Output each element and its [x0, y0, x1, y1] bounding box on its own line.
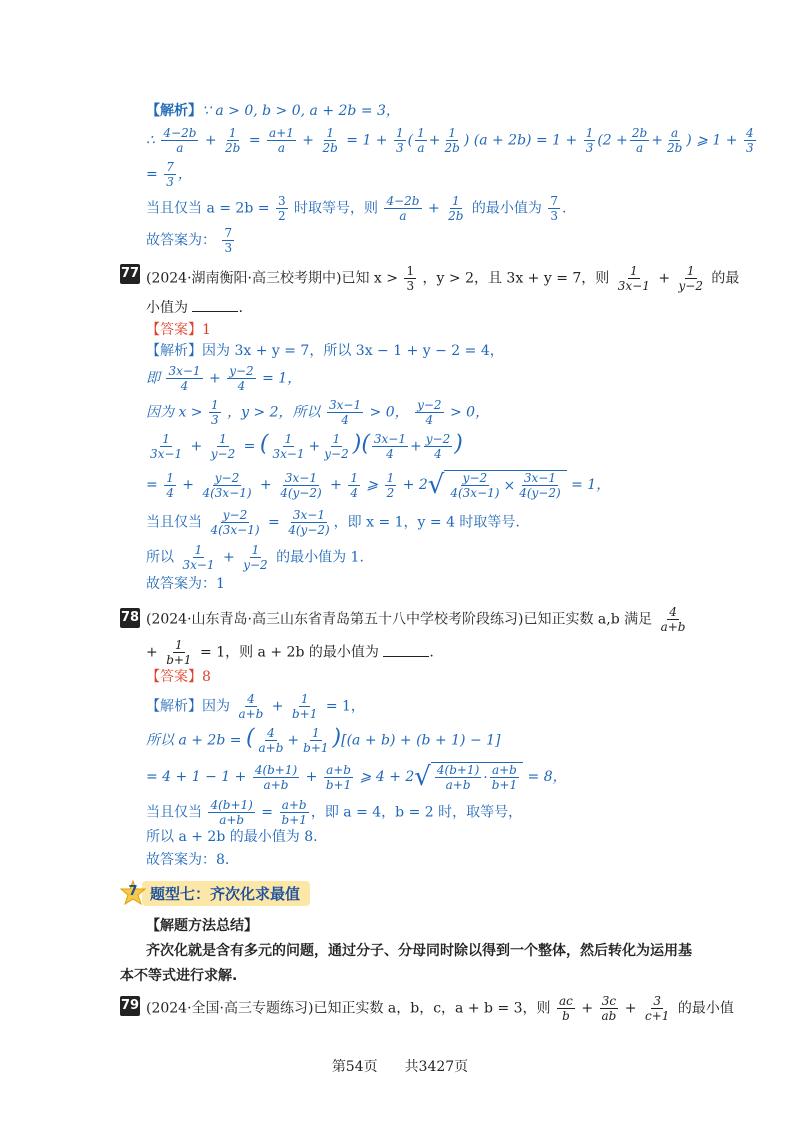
fraction: $\frac{1}{3x-1}$ [150, 432, 183, 461]
condition-text: ∵ a > 0, b > 0, a + 2b = 3， [202, 103, 400, 119]
question-number-77: 77 [120, 264, 140, 284]
fraction: $\frac{4}{3}$ [745, 126, 754, 155]
fraction: $\frac{4(b+1)}{a+b}$ [436, 763, 480, 792]
fraction: $\frac{1}{y-2}$ [324, 432, 349, 461]
solution-76-answer: 故答案为： $\frac{7}{3}$ [146, 226, 233, 255]
solution-78-line4: 当且仅当 $\frac{4(b+1)}{a+b}$ = $\frac{a+b}{b+1}$ ，即 a = 4，b = 2 时，取等号， [146, 798, 523, 827]
fraction: $\frac{3}{c+1}$ [644, 994, 670, 1023]
solution-77-line7: 所以 $\frac{1}{3x-1}$ + $\frac{1}{y-2}$ 的最小值为 1. [146, 543, 364, 572]
page-total: 共3427页 [404, 1059, 469, 1075]
fraction: $\frac{3x-1}{4}$ [328, 398, 362, 427]
answer-value: 8 [202, 669, 211, 685]
fraction: $\frac{4(b+1)}{a+b}$ [210, 798, 253, 827]
section-header-7 [120, 880, 310, 906]
method-summary-text-1: 齐次化就是含有多元的问题，通过分子、分母同时除以得到一个整体，然后转化为运用基 [146, 943, 692, 959]
answer-77 [146, 320, 211, 340]
fraction: $\frac{2b}{a}$ [631, 126, 648, 155]
solution-78-line1: 【解析】因为 $\frac{4}{a+b}$ + $\frac{1}{b+1}$ = 1， [146, 692, 365, 721]
fraction: $\frac{3x-1}{4(y-2)}$ [280, 470, 322, 500]
star-badge-icon [120, 880, 146, 906]
fraction: $\frac{1}{2b}$ [444, 126, 460, 155]
fraction: $\frac{1}{y-2}$ [243, 543, 268, 572]
fraction: $\frac{4-2b}{a}$ [163, 126, 197, 155]
solution-76-line4: 当且仅当 a = 2b = $\frac{3}{2}$ 时取等号，则 $\frac{4-2b}{a}$ + $\frac{1}{2b}$ 的最小值为 $\frac{7}{3}$ . [146, 194, 567, 223]
answer-78 [146, 667, 211, 687]
fraction: $\frac{3x-1}{4}$ [373, 432, 406, 461]
solution-78-line2: 所以 a + 2b = ( $\frac{4}{a+b}$ + $\frac{1}{b+1}$ )[(a + b) + (b + 1) − 1] [146, 725, 501, 755]
fraction: $\frac{ac}{b}$ [558, 994, 573, 1023]
section-badge-number: 7 [128, 884, 138, 899]
page-footer [0, 1056, 800, 1076]
fraction: $\frac{7}{3}$ [166, 160, 174, 189]
solution-76-line2: ∴ $\frac{4-2b}{a}$ + $\frac{1}{2b}$ = $\frac{a+1}{a}$ + $\frac{1}{2b}$ = 1 + $\frac{1}{3}$ ( $\frac{1}{a}$ + $\frac{1}{2b}$ ) (a + 2b) = 1 + $\frac{1}{3}$ (2 + $\frac{2b}{a}$ + $\frac{a}{2b}$ ) ⩾ 1 + $\frac{4}{3}$ [146, 126, 754, 155]
question-number-78: 78 [120, 608, 140, 628]
fraction: $\frac{1}{2b}$ [322, 126, 338, 155]
solution-77-line4: $\frac{1}{3x-1}$ + $\frac{1}{y-2}$ = ( $\frac{1}{3x-1}$ + $\frac{1}{y-2}$ )( $\frac{3x-1}{4}$ + $\frac{y-2}{4}$ ) [150, 431, 463, 461]
fraction: $\frac{1}{a}$ [417, 126, 425, 155]
fraction: $\frac{7}{3}$ [224, 226, 233, 255]
fraction: $\frac{1}{2b}$ [225, 126, 241, 155]
answer-label: 【答案】 [146, 669, 202, 685]
fraction: $\frac{1}{3x-1}$ [182, 543, 215, 572]
fraction: $\frac{4}{a+b}$ [258, 726, 284, 755]
fraction: $\frac{3c}{ab}$ [601, 994, 617, 1023]
fraction: $\frac{4(b+1)}{a+b}$ [254, 762, 298, 792]
fraction: $\frac{1}{3}$ [396, 126, 404, 155]
fraction: $\frac{3x-1}{4(y-2)}$ [519, 471, 561, 500]
fraction: $\frac{4}{a+b}$ [660, 605, 686, 634]
method-summary-label: 【解题方法总结】 [146, 918, 258, 934]
fraction: $\frac{y-2}{4}$ [229, 364, 254, 393]
question-78-stem-2: + $\frac{1}{b+1}$ = 1，则 a + 2b 的最小值为 . [146, 638, 434, 667]
fraction: $\frac{a+b}{b+1}$ [491, 763, 518, 792]
fraction: $\frac{y-2}{4(3x-1)}$ [202, 470, 252, 500]
fraction: $\frac{y-2}{4}$ [425, 432, 451, 461]
fraction: $\frac{1}{3x-1}$ [617, 264, 650, 293]
solution-78-answer: 故答案为：8. [146, 852, 230, 868]
fraction: $\frac{1}{y-2}$ [678, 264, 703, 293]
fraction: $\frac{1}{y-2}$ [210, 432, 236, 461]
fraction: $\frac{y-2}{4}$ [417, 398, 442, 427]
fraction: $\frac{1}{4}$ [350, 470, 358, 500]
analysis-label: 【解析】 [146, 103, 202, 119]
question-78-stem: (2024·山东青岛·高三山东省青岛第五十八中学校考阶段练习)已知正实数 a,b 满足 $\frac{4}{a+b}$ [146, 605, 686, 634]
fraction: $\frac{y-2}{4(3x-1)}$ [210, 508, 260, 537]
square-root: √ $\frac{y-2}{4(3x-1)}$ × $\frac{3x-1}{4(y-2)}$ [428, 470, 567, 500]
section-title: 题型七：齐次化求最值 [142, 881, 310, 906]
fraction: $\frac{1}{2b}$ [448, 194, 464, 223]
question-79-stem: (2024·全国·高三专题练习)已知正实数 a，b，c，a + b = 3，则 $\frac{ac}{b}$ + $\frac{3c}{ab}$ + $\frac{3}{c+1}$ 的最小值 [146, 994, 734, 1023]
solution-77-line3: 因为 x > $\frac{1}{3}$ ，y > 2，所以 $\frac{3x-1}{4}$ > 0， $\frac{y-2}{4}$ > 0， [146, 398, 490, 427]
fraction: $\frac{a+b}{b+1}$ [281, 798, 307, 827]
fraction: $\frac{a}{2b}$ [666, 126, 683, 155]
fraction: $\frac{1}{b+1}$ [166, 638, 192, 667]
question-number-79: 79 [120, 996, 140, 1016]
fraction: $\frac{1}{3}$ [406, 264, 415, 293]
fraction: $\frac{1}{3}$ [585, 126, 594, 155]
fraction: $\frac{1}{3x-1}$ [272, 432, 305, 461]
solution-76-line3: = $\frac{7}{3}$ ， [146, 160, 192, 189]
fraction: $\frac{7}{3}$ [550, 194, 559, 223]
question-77-stem-2: 小值为 . [146, 300, 243, 316]
fraction: $\frac{a+1}{a}$ [269, 126, 294, 155]
answer-blank[interactable] [192, 299, 238, 312]
fraction: $\frac{1}{b+1}$ [303, 726, 329, 755]
fraction: $\frac{4-2b}{a}$ [386, 194, 420, 223]
solution-77-line1: 【解析】因为 3x + y = 7，所以 3x − 1 + y − 2 = 4， [146, 343, 504, 359]
fraction: $\frac{1}{2}$ [386, 470, 395, 500]
fraction: $\frac{3x-1}{4}$ [168, 364, 201, 393]
solution-77-line5: = $\frac{1}{4}$ + $\frac{y-2}{4(3x-1)}$ + $\frac{3x-1}{4(y-2)}$ + $\frac{1}{4}$ ⩾ $\frac{1}{2}$ + 2 √ $\frac{y-2}{4(3x-1)}$ × $\frac{3x-1}{4(y-2)}$ = 1， [146, 470, 611, 500]
answer-value: 1 [202, 322, 211, 338]
fraction: $\frac{1}{3}$ [210, 398, 219, 427]
solution-77-line2: 即 $\frac{3x-1}{4}$ + $\frac{y-2}{4}$ = 1， [146, 364, 302, 393]
solution-77-answer: 故答案为：1 [146, 576, 225, 592]
solution-78-line5: 所以 a + 2b 的最小值为 8. [146, 829, 318, 845]
question-77-stem: (2024·湖南衡阳·高三校考期中)已知 x > $\frac{1}{3}$ ，y > 2，且 3x + y = 7，则 $\frac{1}{3x-1}$ + $\frac{1}{y-2}$ 的最 [146, 264, 740, 293]
fraction: $\frac{4}{a+b}$ [238, 692, 264, 721]
page-number: 第54页 [331, 1059, 378, 1075]
answer-label: 【答案】 [146, 322, 202, 338]
fraction: $\frac{y-2}{4(3x-1)}$ [450, 471, 500, 500]
fraction: $\frac{1}{4}$ [166, 470, 174, 500]
solution-78-line3: = 4 + 1 − 1 + $\frac{4(b+1)}{a+b}$ + $\frac{a+b}{b+1}$ ⩾ 4 + 2 √ $\frac{4(b+1)}{a+b}$ · $\frac{a+b}{b+1}$ = 8， [146, 762, 567, 792]
square-root: √ $\frac{4(b+1)}{a+b}$ · $\frac{a+b}{b+1}$ [414, 762, 523, 792]
fraction: $\frac{1}{b+1}$ [291, 692, 318, 721]
answer-blank[interactable] [383, 644, 429, 657]
fraction: $\frac{3x-1}{4(y-2)}$ [288, 508, 330, 537]
fraction: $\frac{3}{2}$ [277, 194, 286, 223]
fraction: $\frac{a+b}{b+1}$ [325, 762, 352, 792]
solution-77-line6: 当且仅当 $\frac{y-2}{4(3x-1)}$ = $\frac{3x-1}{4(y-2)}$ ，即 x = 1，y = 4 时取等号. [146, 508, 520, 537]
method-summary-text-2: 本不等式进行求解. [120, 968, 238, 984]
